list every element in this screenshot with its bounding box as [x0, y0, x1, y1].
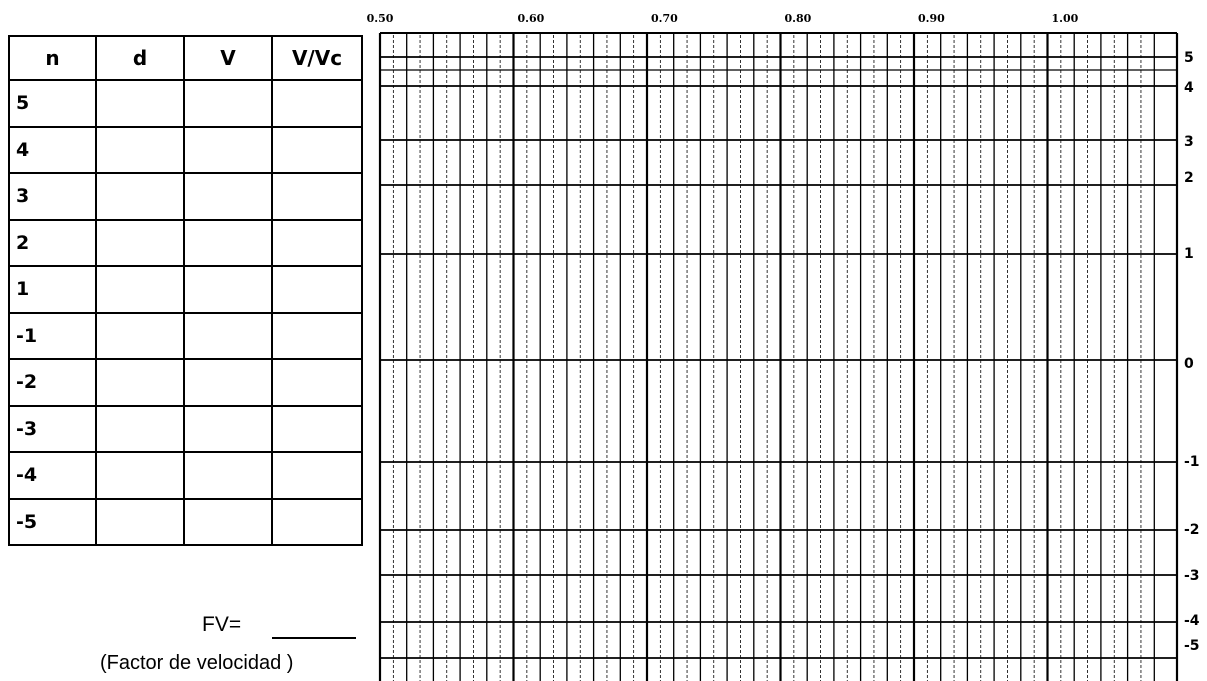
y-tick-label: 0 — [1184, 356, 1194, 372]
cell-n: -2 — [9, 359, 96, 406]
x-tick-label: 1.00 — [1051, 12, 1079, 25]
y-tick-label: -4 — [1184, 613, 1200, 629]
cell-n: -1 — [9, 313, 96, 360]
y-tick-label: 5 — [1184, 50, 1194, 66]
fv-caption: (Factor de velocidad ) — [100, 652, 294, 674]
y-tick-label: -1 — [1184, 454, 1200, 470]
y-tick-label: -2 — [1184, 522, 1200, 538]
cell-n: 1 — [9, 266, 96, 313]
header-v-vc: V/Vc — [272, 36, 362, 80]
cell-n: -5 — [9, 499, 96, 546]
y-tick-label: -5 — [1184, 638, 1200, 654]
cell-n: 4 — [9, 127, 96, 174]
y-tick-label: -3 — [1184, 568, 1200, 584]
y-tick-label: 1 — [1184, 246, 1194, 262]
fv-label: FV= — [202, 613, 242, 636]
cell-n: -4 — [9, 452, 96, 499]
x-tick-label: 0.80 — [784, 12, 812, 25]
y-tick-label: 3 — [1184, 134, 1194, 150]
y-tick-label: 4 — [1184, 80, 1194, 96]
cell-n: -3 — [9, 406, 96, 453]
header-v: V — [184, 36, 272, 80]
x-tick-label: 0.90 — [918, 12, 945, 25]
x-tick-label: 0.50 — [366, 12, 394, 25]
cell-n: 3 — [9, 173, 96, 220]
header-n: n — [9, 36, 96, 80]
minor-grid — [393, 35, 1141, 681]
y-tick-label: 2 — [1184, 170, 1194, 186]
cell-n: 2 — [9, 220, 96, 267]
header-d: d — [96, 36, 184, 80]
x-tick-labels — [367, 12, 1079, 25]
x-tick-label: 0.60 — [517, 12, 545, 25]
x-tick-label: 0.70 — [651, 12, 678, 25]
y-tick-labels — [1184, 50, 1200, 654]
cell-n: 5 — [9, 80, 96, 127]
major-grid — [380, 33, 1177, 681]
